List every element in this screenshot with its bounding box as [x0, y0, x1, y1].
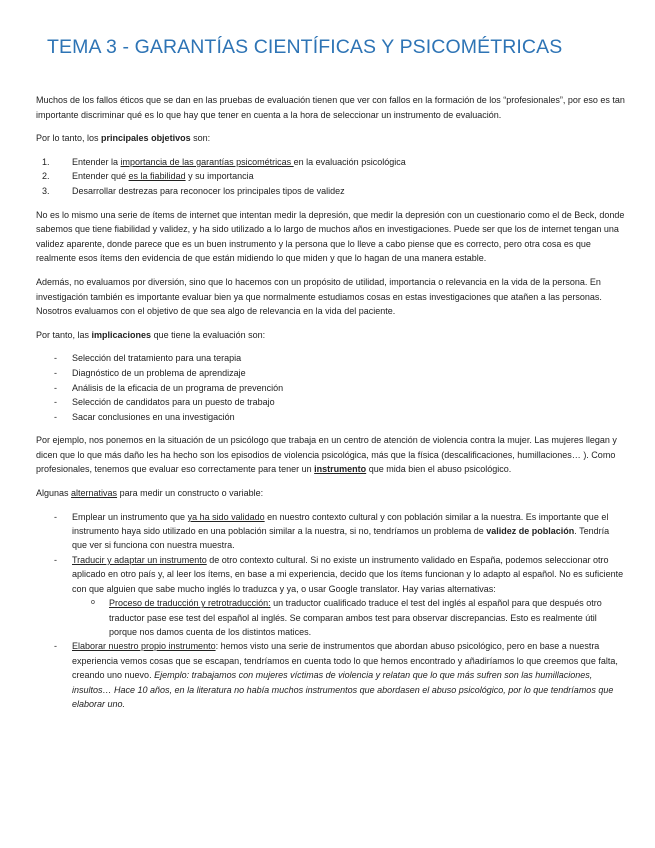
dash-bullet: - [54, 397, 57, 408]
sub-list [72, 596, 626, 639]
text-run: que mida bien el abuso psicológico. [366, 464, 512, 475]
implications-intro [36, 328, 626, 343]
bold-text: validez de población [486, 526, 575, 537]
sub-list-item [36, 596, 626, 639]
text-run: . Tendría que ver si funciona con nuestra muestra. [72, 526, 610, 551]
list-item [36, 381, 626, 396]
list-item [36, 155, 626, 170]
text-run: son: [190, 133, 211, 144]
bold-text: principales objetivos [101, 133, 191, 144]
text-run: un traductor cualificado traduce el test del inglés al español para que después otro traductor pase ese test del español al inglés. Se comparan ambos test para observar discrepancias. Esto es realmente útil porque nos damos cuenta de los distintos matices. [109, 598, 602, 637]
list-item [36, 410, 626, 425]
dash-bullet: - [54, 641, 57, 652]
text-run: Desarrollar destrezas para reconocer los principales tipos de validez [72, 185, 345, 196]
list-item [36, 366, 626, 381]
purpose-paragraph: Además, no evaluamos por diversión, sino que lo hacemos con un propósito de utilidad, importancia o relevancia en la vida de la persona. En investigación también es importante evaluar bien ya que normalmente estudiamos cosas en estas investigaciones que atañen a las personas. Nosotros evaluamos con el objetivo de que sea algo de relevancia en la vida del paciente. [36, 276, 602, 317]
list-item-text: Diagnóstico de un problema de aprendizaje [72, 367, 246, 378]
text-run: Entender qué [72, 171, 129, 182]
text-run: que tiene la evaluación son: [151, 329, 266, 340]
list-item [36, 184, 626, 199]
document-body [36, 93, 626, 720]
list-item-text: Sacar conclusiones en una investigación [72, 411, 235, 422]
list-item [36, 351, 626, 366]
implications-list [36, 351, 626, 424]
list-item [36, 395, 626, 410]
list-number: 2. [42, 171, 50, 182]
underlined-text: Proceso de traducción y retrotraducción: [109, 598, 271, 609]
list-number: 1. [42, 156, 50, 167]
circle-bullet: o [91, 599, 95, 607]
underlined-text: Elaborar nuestro propio instrumento [72, 641, 216, 652]
page-title: TEMA 3 - GARANTÍAS CIENTÍFICAS Y PSICOMÉTRICAS [47, 36, 563, 58]
text-run: Por lo tanto, los [36, 133, 102, 144]
text-run: Por ejemplo, nos ponemos en la situación de un psicólogo que trabaja en un centro de atención de violencia contra la mujer. Las mujeres llegan y dicen que lo que más daño les ha hecho son los episodios de violencia psicológica, más que la física (descalificaciones, humillaciones… ). Como profesionales, tenemos que evaluar eso correctamente para tener un [36, 435, 617, 475]
text-run: Entender la [72, 156, 121, 167]
list-item [36, 553, 626, 639]
underlined-text: es la fiabilidad [128, 171, 186, 182]
objectives-list [36, 155, 626, 199]
underlined-text: importancia de las garantías psicométricas [120, 156, 294, 167]
bold-underlined-text: instrumento [314, 464, 367, 475]
example-paragraph [36, 433, 626, 477]
dash-bullet: - [54, 367, 57, 378]
text-run: en la evaluación psicológica [293, 156, 406, 167]
text-run: Por tanto, las [36, 329, 92, 340]
text-run: y su importancia [185, 171, 254, 182]
list-item [36, 169, 626, 184]
list-item-text: Selección del tratamiento para una terapia [72, 353, 242, 364]
text-run: para medir un constructo o variable: [117, 488, 264, 499]
beck-paragraph: No es lo mismo una serie de ítems de internet que intentan medir la depresión, que medir la depresión con un cuestionario como el de Beck, donde sabemos que tiene fiabilidad y validez, y ha sido utilizado a lo largo de muchos años en investigaciones. Puede ser que los de internet tengan una validez aparente, donde parece que es un buen instrumento y la persona que lo lleve a cabo piense que es correcto, pero otra cosa es que realmente esos ítems den evidencia de que están midiendo lo que miden y que lo hagan de una manera estable. [36, 209, 625, 264]
text-run: en nuestro contexto cultural y con población similar a la nuestra. Es importante que el instrumento haya sido utilizado en una población similar a la nuestra, si no, tendríamos un problema de [72, 511, 609, 537]
intro-paragraph: Muchos de los fallos éticos que se dan en las pruebas de evaluación tienen que ver con fallos en la formación de los “profesionales”, por eso es tan importante discriminar qué es lo que hay que tener en cuenta a la hora de seleccionar un instrumento de evaluación. [36, 95, 625, 120]
list-item [36, 510, 626, 553]
dash-bullet: - [54, 353, 57, 364]
list-item-text: Selección de candidatos para un puesto de trabajo [72, 397, 275, 408]
list-item-text: Análisis de la eficacia de un programa de prevención [72, 382, 284, 393]
underlined-text: ya ha sido validado [187, 511, 265, 522]
bold-text: implicaciones [91, 329, 152, 340]
italic-text: Ejemplo: trabajamos con mujeres víctimas de violencia y relatan que lo que más sufren son las humillaciones, insultos… Hace 10 años, en la literatura no había muchos instrumentos que abordasen el abuso psicológico, por lo que tendríamos que elaborar uno. [72, 670, 614, 709]
list-number: 3. [42, 185, 50, 196]
text-run: de otro contexto cultural. Si no existe un instrumento validado en España, podemos seleccionar otro aplicado en otro país y, al leer los ítems, en base a mi experiencia, decido que los ítems funcionan y lo adapto al español. No es suficiente con que alguien que sabe mucho inglés lo traduzca y ya, o usar Google translator. Hay varias alternativas: [72, 554, 624, 594]
alternatives-list [36, 510, 626, 712]
underlined-text: alternativas [71, 488, 118, 499]
dash-bullet: - [54, 511, 57, 522]
text-run: Algunas [36, 488, 72, 499]
list-item [36, 639, 626, 711]
dash-bullet: - [54, 382, 57, 393]
underlined-text: Traducir y adaptar un instrumento [72, 554, 207, 565]
text-run: Emplear un instrumento que [72, 511, 188, 522]
dash-bullet: - [54, 554, 57, 565]
alternatives-intro [36, 486, 626, 501]
dash-bullet: - [54, 411, 57, 422]
text-run: : hemos visto una serie de instrumentos que abordan abuso psicológico, pero en base a nuestra experiencia vemos cosas que se escapan, tendríamos en cuenta todo lo que hemos encontrado y añadiríamos lo que creemos que falta, creando uno nuevo. [72, 641, 618, 681]
objectives-intro [36, 131, 626, 146]
